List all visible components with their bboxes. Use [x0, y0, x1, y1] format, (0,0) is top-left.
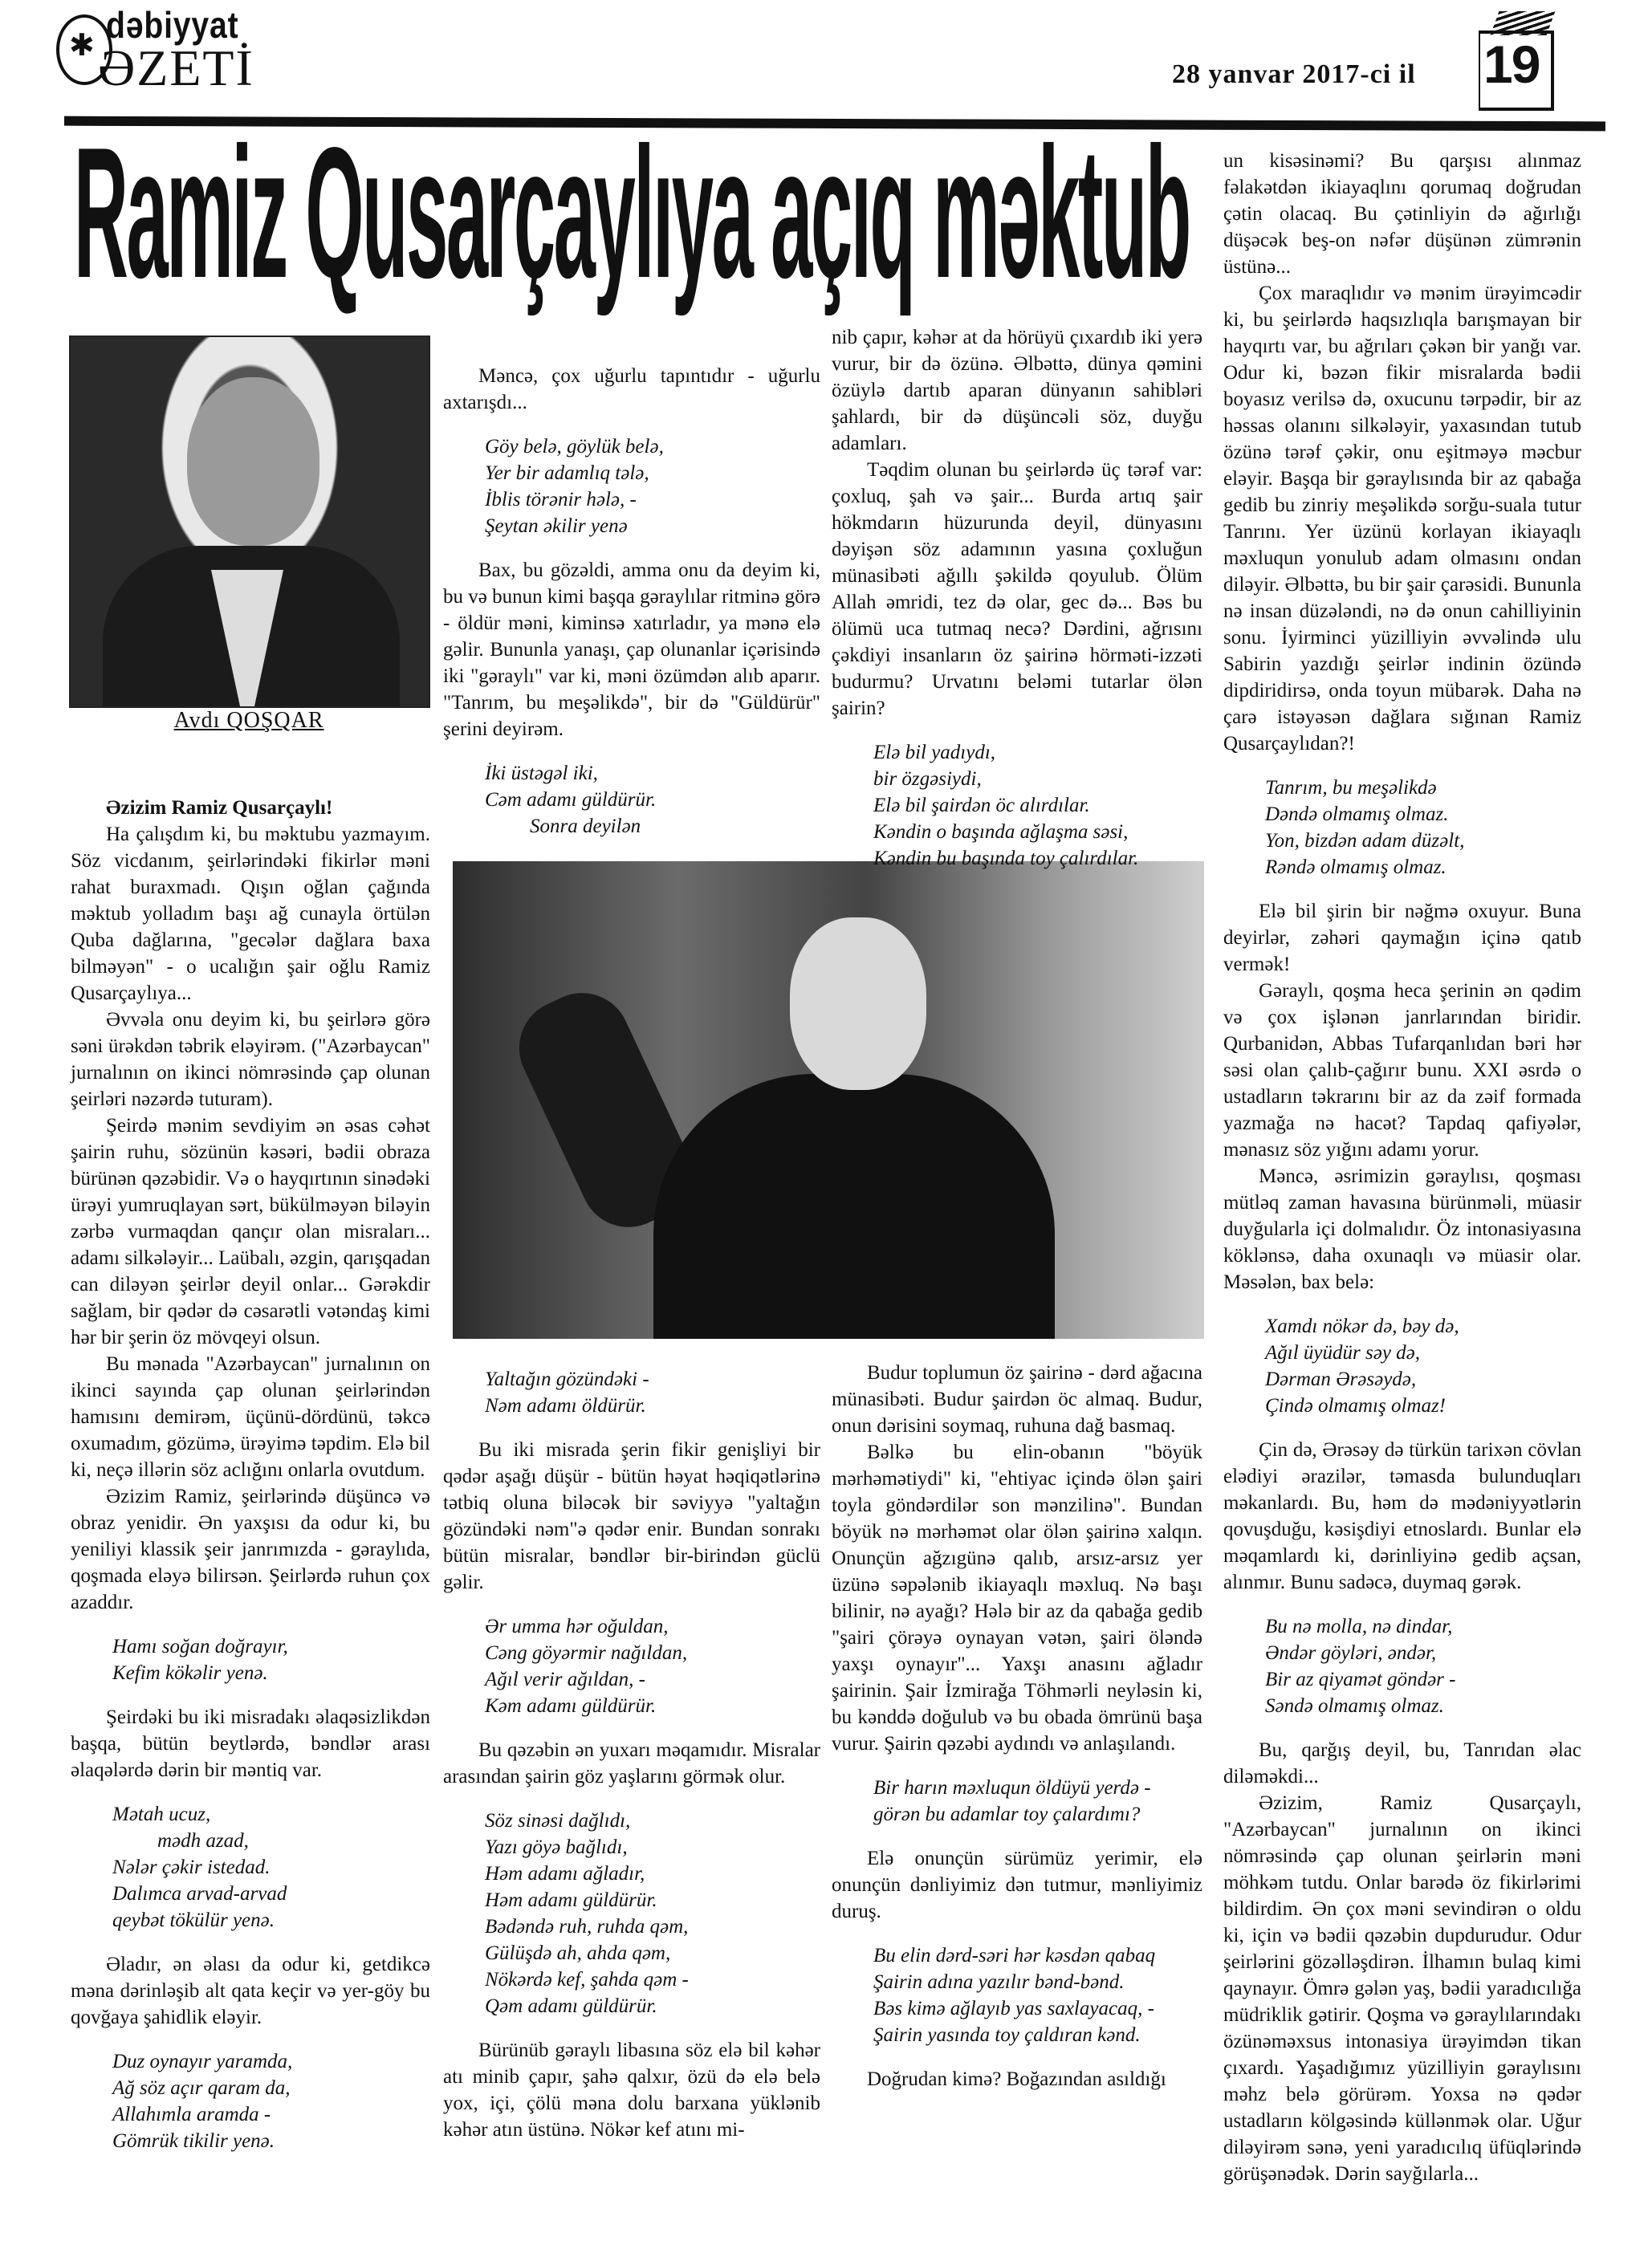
paragraph: Məncə, çox uğurlu tapıntıdır - uğurlu axtarışdı...: [443, 365, 820, 413]
poem-excerpt: [485, 1613, 820, 1719]
logo-line-2: ƏZETİ: [98, 39, 254, 96]
paragraph: Şeirdə mənim sevdiyim ən əsas cəhət şairin ruhu, sözünün kəsəri, bədii obraza bürünən qəzəbidir. Və o hayqırtının sinədəki ürəyi yumruqlayan sərt, bükülməyən biləyin zərbə vurmaqdan qançır olan misraları... adamı silkələyir... Laübalı, əzgin, qarışqadan can diləyən şeirlər deyil onlar... Gərəkdir sağlam, bir qədər də cəsarətli vətəndaş kimi hər bir şerin öz mövqeyi olsun.: [71, 1115, 430, 1348]
poem-excerpt: [112, 1801, 430, 1934]
salutation: Əzizim Ramiz Qusarçaylı!: [106, 797, 333, 819]
poem-excerpt: [485, 1366, 820, 1419]
poem-line: Kefim kökəlir yenə.: [112, 1662, 268, 1684]
poem-line: Həm adamı güldürür.: [485, 1889, 657, 1911]
paragraph: Elə onunçün sürümüz yerimir, elə onunçün dənliyimiz dən tutmur, mənliyimiz duruş.: [832, 1848, 1202, 1922]
column-3-top: [832, 324, 1202, 889]
poem-line: bir özgəsiydi,: [873, 768, 982, 790]
paragraph: Əladır, ən əlası da odur ki, getdikcə məna dərinləşib alt qata keçir və yer-göy bu qovğaya şahidlik eləyir.: [71, 1954, 430, 2028]
poem-line: Cəng göyərmir nağıldan,: [485, 1642, 688, 1664]
poem-excerpt: [873, 739, 1202, 872]
paragraph: Bu iki misrada şerin fikir genişliyi bir qədər aşağı düşür - bütün həyat həqiqətlərinə tətbiq oluna biləcək bir səviyyə "yaltağın gözündəki nəm"ə qədər enir. Bundan sonrakı bütün misralar, bəndlər bir-birindən güclü gəlir.: [443, 1439, 820, 1593]
paragraph: Doğrudan kimə? Boğazından asıldığı: [867, 2068, 1166, 2090]
poem-line: Elə bil şairdən öc alırdılar.: [873, 795, 1090, 816]
page-number: 19: [1483, 35, 1540, 94]
poem-excerpt: [112, 1633, 430, 1686]
issue-date: 28 yanvar 2017-ci il: [1172, 59, 1416, 89]
poem-line: mədh azad,: [157, 1830, 249, 1852]
poem-line: Şairin yasında toy çaldıran kənd.: [873, 2024, 1141, 2046]
poem-line: Şairin adına yazılır bənd-bənd.: [873, 1971, 1125, 1993]
poem-line: Söz sinəsi dağlıdı,: [485, 1810, 631, 1832]
poem-line: Çində olmamış olmaz!: [1265, 1395, 1446, 1417]
page-number-box: [1479, 11, 1557, 106]
poem-excerpt: [112, 2048, 430, 2154]
paragraph: Çin də, Ərəsəy də türkün tarixən cövlan elədiyi ərazilər, təmasda bulunduqları məkanlardı. Bu, həm də mədəniyyətlərin qovuşduğu, kəsişdiyi etnoslardı. Bunlar elə məqamlardı ki, dərinliyinə gedib açsan, alınmır. Bunu sadəcə, duymaq gərək.: [1223, 1439, 1581, 1593]
article-title: Ramiz Qusarçaylıya açıq məktub: [74, 109, 1190, 317]
column-1: [71, 795, 430, 2172]
paragraph: Təqdim olunan bu şeirlərdə üç tərəf var: çoxluq, şah və şair... Burda artıq şair hökmdarın hüzurunda deyil, dünyasını dəyişən söz adamının yasına çoxluğun münasibəti ağıllı şəkildə qoyulub. Ölüm Allah əmridi, tez də olar, gec də... Bəs bu ölümü uca tutmaq necə? Dərdini, ağrısını çəkdiyi insanların öz şairinə hörməti-izzəti budurmu? Urvatını beləmi tutarlar ölən şairin?: [832, 459, 1202, 719]
poem-line: Kəndin bu başında toy çalırdılar.: [873, 848, 1139, 869]
poem-line: Tanrım, bu meşəlikdə: [1265, 777, 1437, 799]
paragraph: Əzizim Ramiz, şeirlərində düşüncə və obraz yenidir. Ən yaxşısı da odur ki, bu yeniliyi klassik şeir janrımızda - gəraylıda, qoşmada eləyə bilirsən. Şeirlərdə ruhun çox azaddır.: [71, 1486, 430, 1613]
poem-line: Səndə olmamış olmaz.: [1265, 1695, 1444, 1717]
paragraph: Bu, qarğış deyil, bu, Tanrıdan əlac diləməkdi...: [1223, 1739, 1581, 1787]
poem-line: Bir harın məxluqun öldüyü yerdə -: [873, 1777, 1151, 1799]
poem-excerpt: [873, 1942, 1202, 2048]
poem-line: Yaltağın gözündəki -: [485, 1369, 649, 1390]
poem-line: Xamdı nökər də, bəy də,: [1265, 1316, 1459, 1337]
poem-line: Hamı soğan doğrayır,: [112, 1636, 288, 1657]
author-photo: [69, 336, 430, 708]
poem-line: Həm adamı ağladır,: [485, 1863, 645, 1885]
poem-excerpt: [1265, 775, 1581, 881]
paragraph: Bax, bu gözəldi, amma onu da deyim ki, bu və bunun kimi başqa gəraylılar ritminə görə - öldür məni, kiminsə xatırladır, ya mənə elə gəlir. Bununla yanaşı, çap olunanlar içərisində iki "gəraylı" var ki, məni özümdən alıb aparır. "Tanrım, bu meşəlikdə", bir də "Güldürür" şerini deyirəm.: [443, 559, 821, 740]
poet-photo: [453, 861, 1204, 1339]
paragraph: Bu qəzəbin ən yuxarı məqamıdır. Misralar arasından şairin göz yaşlarını görmək olur.: [443, 1739, 820, 1787]
poem-line: İki üstəgəl iki,: [485, 763, 598, 784]
poem-line: Ağ söz açır qaram da,: [112, 2077, 291, 2099]
poem-line: Əndər göyləri, əndər,: [1265, 1642, 1437, 1664]
poem-excerpt: [485, 1808, 820, 2019]
poem-line: Yazı göyə bağlıdı,: [485, 1836, 628, 1858]
poem-line: Elə bil yadıydı,: [873, 742, 996, 763]
paragraph: Əvvəla onu deyim ki, bu şeirlərə görə səni ürəkdən təbrik eləyirəm. ("Azərbaycan" jurnalının on ikinci nömrəsində çap olunan şeirləri nəzərdə tuturam).: [71, 1009, 430, 1110]
paragraph: Bəlkə bu elin-obanın "böyük mərhəmətiydi" ki, "ehtiyac içində ölən şairi toyla göndərdilər son mənzilinə". Bundan böyük nə mərhəmət olar ölən şairinə xalqın. Onunçün ağzıgünə qalıb, arsız-arsız yer üzünə səpələnib ikiayaqlı məxluq. Nə başı bilinir, nə ayağı? Hələ bir az da qabağa gedib "şairi çörəyə oynayan vətən, şairi öləndə yaxşı oynayır"... Yaxşı anasını ağladır şairinin. Şair İzmirağa Töhmərli neyləsin ki, bu kənddə doğulub və bu obada ömrünü başa vurur. Şairin qəzəbi aydındı və anlaşılandı.: [832, 1442, 1202, 1755]
poem-line: görən bu adamlar toy çalardımı?: [873, 1804, 1141, 1825]
poem-line: İblis törənir hələ, -: [485, 489, 637, 510]
paragraph: Şeirdəki bu iki misradakı əlaqəsizlikdən başqa, bütün beytlərdə, bəndlər arası əlaqələrdə dərin bir məntiq var.: [71, 1706, 430, 1781]
paragraph: Budur toplumun öz şairinə - dərd ağacına münasibəti. Budur şairdən öc almaq. Budur, onun dərisini soymaq, ruhuna dağ basmaq.: [832, 1362, 1202, 1437]
poem-line: Yon, bizdən adam düzəlt,: [1265, 830, 1465, 852]
poem-line: Allahımla aramda -: [112, 2104, 271, 2125]
poem-line: Ağıl verir ağıldan, -: [485, 1669, 645, 1690]
poem-line: Bu elin dərd-səri hər kəsdən qabaq: [873, 1945, 1156, 1966]
poem-line: Ər umma hər oğuldan,: [485, 1616, 669, 1637]
paragraph: Bu mənada "Azərbaycan" jurnalının on ikinci sayında çap olunan şeirlərindən hamısını demirəm, üçünü-dördünü, təkcə oxumadım, gözümə, ürəyimə təpdim. Elə bil ki, neçə illərin söz aclığını onlarla ovutdum.: [71, 1353, 430, 1481]
column-2-top: [443, 363, 820, 857]
author-name: Avdı QOŞQAR: [173, 708, 324, 733]
poem-excerpt: [485, 760, 820, 840]
poem-line: Ağıl üyüdür səy də,: [1265, 1342, 1421, 1364]
poem-excerpt: [873, 1775, 1202, 1828]
poem-line: Kəm adamı güldürür.: [485, 1695, 657, 1717]
poem-excerpt: [1265, 1313, 1581, 1419]
poem-line: Duz oynayır yaramda,: [112, 2051, 293, 2072]
poem-line: Göy belə, göylük belə,: [485, 436, 664, 458]
poem-excerpt: [1265, 1613, 1581, 1719]
poem-line: Kəndin o başında ağlaşma səsi,: [873, 821, 1129, 843]
column-2-bottom: [443, 1348, 820, 2143]
paragraph: Çox maraqlıdır və mənim ürəyimcədir ki, bu şeirlərdə haqsızlıqla barışmayan bir hayqırtı var, bu ağrıları çəkən bir yanğı var. Odur ki, bəzən fikir misralarda bədii boyasız verilsə də, oxucunu tərpədir, bir az həssas olanını silkələyir, yaxasından tutub özünə tərəf çəkir, onu eşitməyə məcbur eləyir. Başqa bir gəraylısında bir az qabağa gedib bu zinriy meşəlikdə sorğu-suala tutur Tanrını. Yer üzünü korlayan ikiayaqlı məxluqun yonulub adam olmasını ondan diləyir. Əlbəttə, bu bir şair çarəsidi. Bununla nə insan düzələndi, nə də onun cahilliyinin sonu. İyirminci yüzilliyin əvvəlində ulu Sabirin yazdığı şeirlər indinin özündə dipdiridirsə, onda toyun mübarək. Daha nə çarə istəyəsən dağlara sığınan Ramiz Qusarçaylıdan?!: [1223, 283, 1581, 754]
paragraph: Gəraylı, qoşma heca şerinin ən qədim və çox işlənən janrlarından biridir. Qurbanidən, Abbas Tufarqanlıdan bəri hər səsi olan çalıb-çağırır bunu. XXI əsrdə o ustadların təkrarını bir az da zəif formada yazmağa nə hacət? Tapdaq qafiyələr, mənasız söz yığını adamı yorur.: [1223, 980, 1581, 1161]
poem-line: Gülüşdə ah, ahda qəm,: [485, 1942, 671, 1964]
paragraph: Əzizim, Ramiz Qusarçaylı, "Azərbaycan" jurnalının on ikinci nömrəsində çap olunan şeirlərin məni möhkəm tutdu. Onlar barədə öz fikirlərimi bildirdim. Ən çox məni sevindirən o oldu ki, için və bədii qəzəbin dupdurudur. Odur şeirlərini gözəlləşdirən. İlhamın bulaq kimi qaynayır. Ömrə gələn yaş, bədii yaradıcılığa müdriklik gətirir. Qoşma və gəraylılarındakı özünəməxsus intonasiya ürəyimdən tikan çıxardı. Yaşadığımız yüzilliyin gəraylısını məhz belə görürəm. Yoxsa nə qədər ustadların kölgəsində küllənmək olar. Uğur diləyirəm sənə, yeni yaradıcılıq üfüqlərində görüşənədək. Dərin sayğılarla...: [1223, 1792, 1581, 2185]
newspaper-logo: [56, 4, 345, 96]
paragraph: nib çapır, kəhər at da hörüyü çıxardıb iki yerə vurur, bir də özünə. Əlbəttə, dünya qəmini özüylə dartıb aparan dünyanın sahibləri şahlardı, bir də düşüncəli söz, duyğu adamları.: [832, 327, 1202, 454]
poem-line: Dəndə olmamış olmaz.: [1265, 803, 1449, 825]
logo-line-1: dəbiyyat: [106, 4, 239, 46]
poem-line: Rəndə olmamış olmaz.: [1265, 856, 1447, 878]
poem-line: qeybət tökülür yenə.: [112, 1909, 275, 1931]
poem-line: Şeytan əkilir yenə: [485, 515, 628, 537]
paragraph: Məncə, əsrimizin gəraylısı, qoşması mütləq zaman havasına bürünməli, müasir duyğularla içi dolmalıdır. Öz intonasiyasına köklənsə, daha oxunaqlı və müasir olar. Məsələn, bax belə:: [1223, 1165, 1581, 1293]
column-3-bottom: [832, 1360, 1202, 2092]
poem-line: Bəs kimə ağlayıb yas saxlayacaq, -: [873, 1998, 1154, 2019]
poem-line: Bu nə molla, nə dindar,: [1265, 1616, 1453, 1637]
poem-line: Dərman Ərəsəydə,: [1265, 1369, 1417, 1390]
poem-line: Bədəndə ruh, ruhda qəm,: [485, 1916, 689, 1938]
poem-line: Gömrük tikilir yenə.: [112, 2130, 275, 2152]
poem-line: Qəm adamı güldürür.: [485, 1995, 657, 2017]
paragraph: Elə bil şirin bir nəğmə oxuyur. Buna deyirlər, zəhəri qaymağın içinə qatıb vermək!: [1223, 901, 1581, 975]
poem-line: Nökərdə kef, şahda qəm -: [485, 1969, 689, 1991]
paragraph: un kisəsinəmi? Bu qarşısı alınmaz fəlakətdən ikiayaqlını qorumaq doğrudan çətin olacaq. Bu çətinliyin də ağırlığı düşəcək beş-on nəfər düşünən zümrənin üstünə...: [1223, 150, 1581, 278]
poem-line: Nəm adamı öldürür.: [485, 1395, 646, 1417]
poem-line: Dalımca arvad-arvad: [112, 1883, 287, 1905]
poem-line: Mətah ucuz,: [112, 1804, 211, 1825]
poem-line: Bir az qiyamət göndər -: [1265, 1669, 1456, 1690]
poem-line: Cəm adamı güldürür.: [485, 789, 657, 811]
paragraph: Bürünüb gəraylı libasına söz elə bil kəhər atı minib çapır, şahə qalxır, özü də elə belə yox, içi, çölü məna dolu barxana yüklənib kəhər atın üstünə. Nökər kef atını mi-: [443, 2040, 820, 2141]
poem-line: Yer bir adamlıq tələ,: [485, 462, 649, 484]
poem-excerpt: [485, 433, 820, 539]
poem-line: Sonra deyilən: [530, 815, 641, 837]
poem-line: Nələr çəkir istedad.: [112, 1857, 271, 1878]
column-4: [1223, 148, 1581, 2187]
paragraph: Ha çalışdım ki, bu məktubu yazmayım. Söz vicdanım, şeirlərindəki fikirlər məni rahat buraxmadı. Qışın oğlan çağında məktub yolladım başı ağ cunayla örtülən Quba dağlarına, "gecələr dağlara baxa bilməyən" - o ucalığın şair oğlu Ramiz Qusarçaylıya...: [71, 824, 430, 1004]
